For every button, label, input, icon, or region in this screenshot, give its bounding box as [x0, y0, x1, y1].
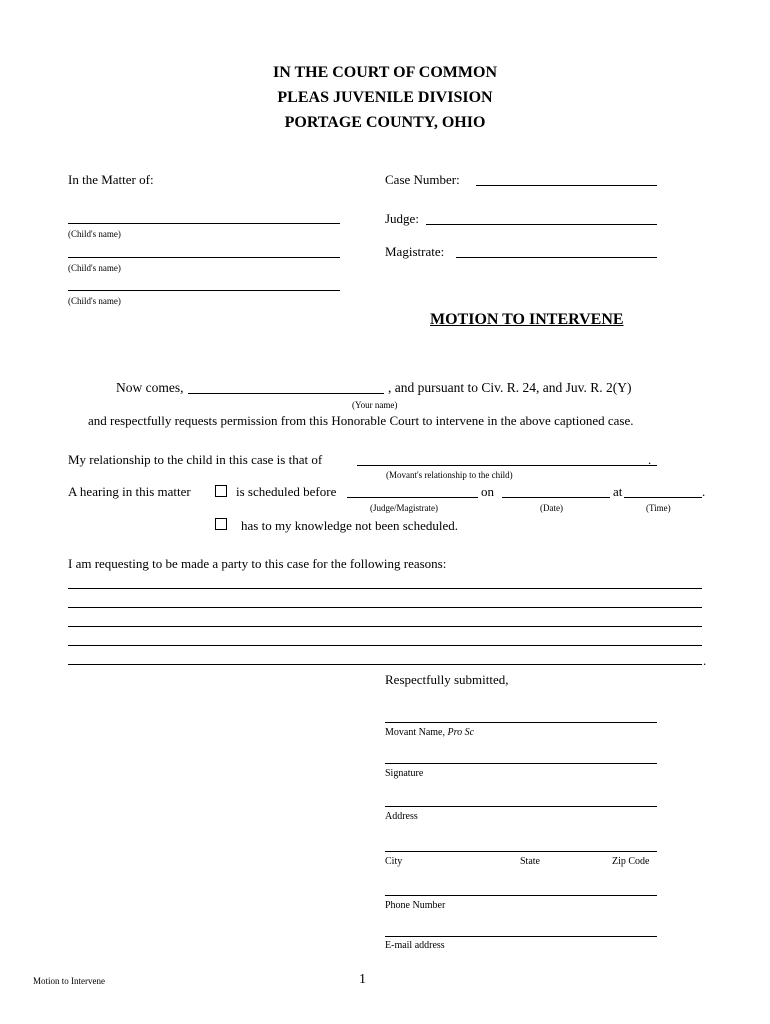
relationship-line[interactable] — [357, 465, 657, 466]
email-caption: E-mail address — [385, 940, 445, 951]
city-caption: City — [385, 856, 403, 867]
judge-line[interactable] — [426, 224, 657, 225]
movant-name-line[interactable] — [385, 722, 657, 723]
reason-line-3[interactable] — [68, 626, 702, 627]
city-state-zip-line[interactable] — [385, 851, 657, 852]
reasons-period: . — [703, 653, 707, 668]
address-caption: Address — [385, 811, 418, 822]
judge-magistrate-caption: (Judge/Magistrate) — [370, 503, 438, 513]
scheduled-before-text: is scheduled before — [236, 484, 337, 499]
magistrate-label: Magistrate: — [385, 244, 445, 259]
email-line[interactable] — [385, 936, 657, 937]
address-line[interactable] — [385, 806, 657, 807]
page-number: 1 — [359, 972, 366, 987]
document-title: MOTION TO INTERVENE — [430, 311, 624, 328]
phone-line[interactable] — [385, 895, 657, 896]
court-header-line-3: PORTAGE COUNTY, OHIO — [284, 114, 486, 131]
hearing-period: . — [702, 484, 706, 499]
date-caption: (Date) — [540, 503, 563, 513]
reason-line-5[interactable] — [68, 664, 702, 665]
zip-caption: Zip Code — [612, 856, 650, 867]
movant-name-text: Movant Name, — [385, 727, 445, 738]
relationship-caption: (Movant's relationship to the child) — [386, 470, 513, 480]
phone-caption: Phone Number — [385, 900, 446, 911]
signature-line[interactable] — [385, 763, 657, 764]
requests-text: and respectfully requests permission from this Honorable Court to intervene in the above captioned case. — [88, 413, 634, 428]
date-line[interactable] — [502, 497, 610, 498]
now-comes-text: Now comes, — [116, 380, 184, 395]
not-scheduled-checkbox[interactable] — [215, 518, 227, 530]
reasons-label: I am requesting to be made a party to this case for the following reasons: — [68, 556, 447, 571]
not-scheduled-text: has to my knowledge not been scheduled. — [241, 518, 458, 533]
on-text: on — [481, 484, 494, 499]
magistrate-line[interactable] — [456, 257, 657, 258]
reason-line-2[interactable] — [68, 607, 702, 608]
child-name-caption-3: (Child's name) — [68, 296, 121, 306]
court-header-line-1: IN THE COURT OF COMMON — [272, 64, 498, 81]
child-name-line-1[interactable] — [68, 223, 340, 224]
time-line[interactable] — [624, 497, 702, 498]
movant-name-caption — [385, 727, 474, 738]
footer-title: Motion to Intervene — [33, 976, 105, 986]
child-name-caption-1: (Child's name) — [68, 229, 121, 239]
respectfully-submitted: Respectfully submitted, — [385, 672, 509, 687]
judge-magistrate-line[interactable] — [347, 497, 478, 498]
your-name-line[interactable] — [188, 393, 384, 394]
your-name-caption: (Your name) — [352, 400, 398, 410]
state-caption: State — [520, 856, 540, 867]
relationship-period: . — [648, 452, 652, 467]
case-number-label: Case Number: — [385, 172, 460, 187]
pro-se-text: Pro Sc — [447, 727, 475, 738]
scheduled-checkbox[interactable] — [215, 485, 227, 497]
relationship-label: My relationship to the child in this case is that of — [68, 452, 323, 467]
child-name-caption-2: (Child's name) — [68, 263, 121, 273]
child-name-line-2[interactable] — [68, 257, 340, 258]
at-text: at — [613, 484, 623, 499]
signature-caption: Signature — [385, 768, 424, 779]
reason-line-4[interactable] — [68, 645, 702, 646]
matter-label: In the Matter of: — [68, 172, 154, 187]
hearing-label: A hearing in this matter — [68, 484, 191, 499]
pursuant-text: , and pursuant to Civ. R. 24, and Juv. R. 2(Y) — [388, 380, 632, 395]
court-header-line-2: PLEAS JUVENILE DIVISION — [277, 89, 493, 106]
reason-line-1[interactable] — [68, 588, 702, 589]
case-number-line[interactable] — [476, 185, 657, 186]
child-name-line-3[interactable] — [68, 290, 340, 291]
judge-label: Judge: — [385, 211, 419, 226]
time-caption: (Time) — [646, 503, 671, 513]
